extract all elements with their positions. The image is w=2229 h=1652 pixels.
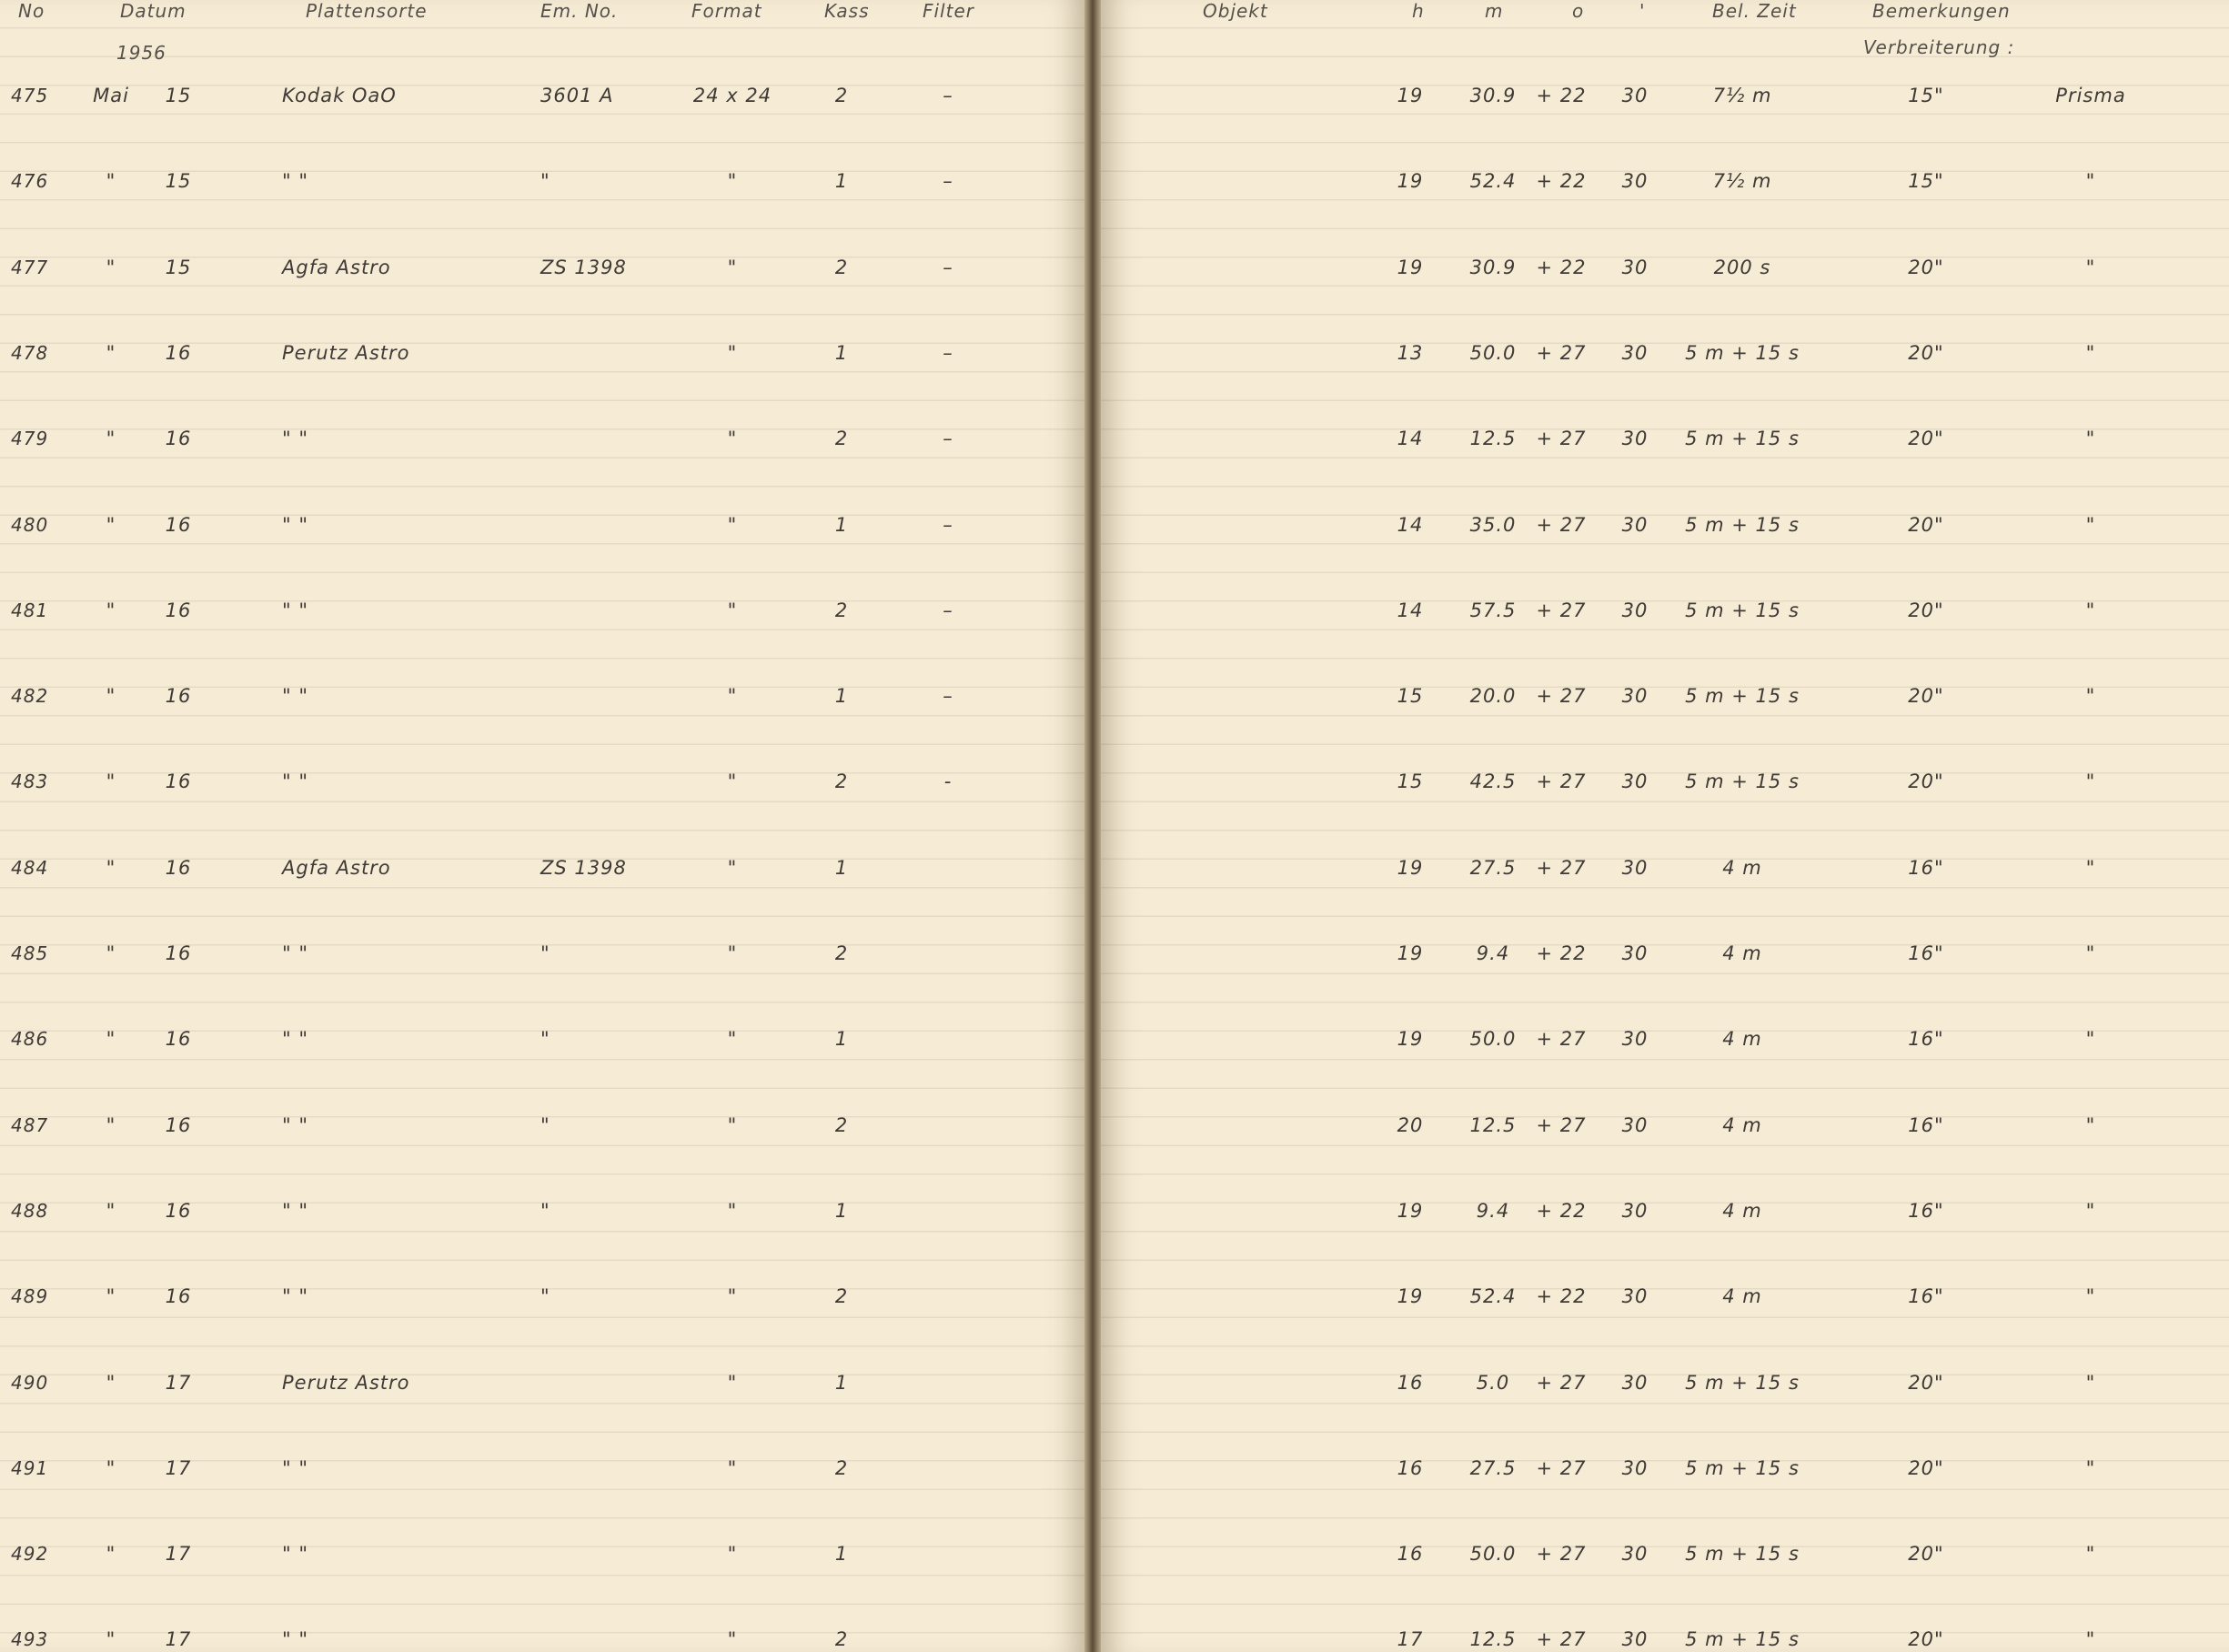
header-filter: Filter [923,0,974,22]
right-min-cell: 30 [1621,1543,1649,1566]
left-day-cell: 16 [165,856,192,879]
left-filter-cell: – [943,685,953,708]
right-exp-cell: 5 m + 15 s [1685,341,1800,364]
right-exp-cell: 5 m + 15 s [1685,428,1800,450]
left-em-cell: " [540,1199,550,1222]
left-kass-cell: 2 [834,428,849,450]
right-h-cell: 16 [1397,1371,1424,1394]
right-dec-cell: + 27 [1536,513,1587,536]
right-h-cell: 20 [1397,1113,1424,1136]
right-exp-cell: 5 m + 15 s [1685,685,1800,708]
right-min-cell: 30 [1621,513,1649,536]
left-no-cell: 486 [11,1028,49,1051]
left-kass-cell: 2 [834,771,849,793]
left-kass-cell: 2 [834,599,849,621]
left-em-cell: " [540,1028,550,1051]
right-note-cell: " [2085,1543,2096,1566]
left-no-cell: 492 [11,1543,49,1566]
right-h-cell: 14 [1397,599,1424,621]
right-min-cell: 30 [1621,1113,1649,1136]
right-min-cell: 30 [1621,85,1649,106]
left-no-cell: 479 [11,428,49,450]
left-em-cell: ZS 1398 [540,256,627,278]
header-verbreiterung: Verbreiterung : [1863,36,2015,58]
left-format-cell: " [727,341,738,364]
right-min-cell: 30 [1621,1371,1649,1394]
left-format-cell: " [727,1028,738,1051]
left-kass-cell: 2 [834,1113,849,1136]
left-kass-cell: 2 [834,942,849,964]
right-m-cell: 42.5 [1469,771,1517,793]
left-no-cell: 483 [11,771,49,793]
right-min-cell: 30 [1621,1028,1649,1051]
left-kass-cell: 1 [834,1028,849,1051]
header-h: h [1412,0,1425,22]
left-plate-cell: " " [282,1543,308,1566]
right-exp-cell: 7½ m [1712,170,1772,193]
left-no-cell: 475 [11,85,49,106]
right-m-cell: 52.4 [1469,1285,1517,1308]
right-dec-cell: + 27 [1536,1456,1587,1479]
left-plate-cell: " " [282,428,308,450]
right-exp-cell: 200 s [1713,256,1771,278]
left-format-cell: " [727,599,738,621]
right-m-cell: 12.5 [1469,428,1517,450]
left-day-cell: 16 [165,685,192,708]
right-width-cell: 20" [1908,513,1944,536]
right-exp-cell: 5 m + 15 s [1685,1628,1800,1651]
left-plate-cell: " " [282,599,308,621]
left-kass-cell: 1 [834,341,849,364]
left-plate-cell: " " [282,771,308,793]
right-note-cell: " [2085,1199,2096,1222]
left-day-cell: 16 [165,513,192,536]
right-m-cell: 50.0 [1469,1028,1517,1051]
left-format-cell: 24 x 24 [692,85,772,106]
right-width-cell: 20" [1908,1371,1944,1394]
right-h-cell: 19 [1397,1028,1424,1051]
left-kass-cell: 2 [834,85,849,106]
left-no-cell: 484 [11,856,49,879]
right-dec-cell: + 22 [1536,1199,1587,1222]
left-filter-cell: - [943,771,953,793]
header-year: 1956 [116,42,166,64]
right-note-cell: " [2085,1028,2096,1051]
right-width-cell: 20" [1908,1543,1944,1566]
left-format-cell: " [727,1456,738,1479]
right-h-cell: 19 [1397,170,1424,193]
right-m-cell: 30.9 [1469,85,1517,106]
left-month-cell: " [106,1028,116,1051]
right-m-cell: 57.5 [1469,599,1517,621]
left-no-cell: 489 [11,1285,49,1308]
left-kass-cell: 2 [834,1628,849,1651]
left-plate-cell: " " [282,513,308,536]
left-no-cell: 491 [11,1456,49,1479]
right-min-cell: 30 [1621,1628,1649,1651]
right-exp-cell: 4 m [1722,1113,1762,1136]
left-day-cell: 17 [165,1371,192,1394]
right-dec-cell: + 27 [1536,1113,1587,1136]
right-h-cell: 19 [1397,1285,1424,1308]
left-plate-cell: Agfa Astro [282,856,391,879]
left-em-cell: " [540,942,550,964]
header-bel-zeit: Bel. Zeit [1712,0,1797,22]
left-plate-cell: " " [282,1199,308,1222]
right-dec-cell: + 22 [1536,1285,1587,1308]
header-format: Format [691,0,762,22]
right-width-cell: 16" [1908,1199,1944,1222]
left-no-cell: 481 [11,599,49,621]
right-width-cell: 15" [1908,170,1944,193]
right-min-cell: 30 [1621,341,1649,364]
header-bemerkungen: Bemerkungen [1872,0,2011,22]
right-min-cell: 30 [1621,942,1649,964]
right-width-cell: 20" [1908,685,1944,708]
right-exp-cell: 5 m + 15 s [1685,513,1800,536]
left-format-cell: " [727,1285,738,1308]
right-m-cell: 30.9 [1469,256,1517,278]
left-format-cell: " [727,256,738,278]
right-exp-cell: 7½ m [1712,85,1772,106]
right-exp-cell: 5 m + 15 s [1685,771,1800,793]
left-kass-cell: 1 [834,1199,849,1222]
left-day-cell: 17 [165,1628,192,1651]
right-note-cell: " [2085,341,2096,364]
right-m-cell: 12.5 [1469,1628,1517,1651]
right-h-cell: 14 [1397,428,1424,450]
left-month-cell: " [106,942,116,964]
left-no-cell: 480 [11,513,49,536]
right-dec-cell: + 27 [1536,341,1587,364]
right-m-cell: 27.5 [1469,856,1517,879]
left-kass-cell: 2 [834,1285,849,1308]
right-exp-cell: 4 m [1722,942,1762,964]
left-em-cell: " [540,170,550,193]
left-plate-cell: " " [282,170,308,193]
left-day-cell: 16 [165,771,192,793]
left-no-cell: 482 [11,685,49,708]
right-note-cell: " [2085,256,2096,278]
right-note-cell: " [2085,856,2096,879]
right-note-cell: " [2085,170,2096,193]
right-dec-cell: + 27 [1536,771,1587,793]
right-m-cell: 35.0 [1469,513,1517,536]
left-no-cell: 478 [11,341,49,364]
left-em-cell: ZS 1398 [540,856,627,879]
right-m-cell: 5.0 [1476,1371,1510,1394]
left-format-cell: " [727,1628,738,1651]
left-format-cell: " [727,428,738,450]
right-m-cell: 9.4 [1476,1199,1510,1222]
right-exp-cell: 5 m + 15 s [1685,1371,1800,1394]
left-month-cell: " [106,341,116,364]
left-day-cell: 16 [165,599,192,621]
left-day-cell: 16 [165,428,192,450]
left-month-cell: " [106,1628,116,1651]
left-day-cell: 16 [165,942,192,964]
right-m-cell: 50.0 [1469,1543,1517,1566]
right-m-cell: 50.0 [1469,341,1517,364]
right-note-cell: " [2085,771,2096,793]
left-month-cell: " [106,1543,116,1566]
header-kass: Kass [824,0,870,22]
left-filter-cell: – [943,85,953,106]
left-format-cell: " [727,1199,738,1222]
right-dec-cell: + 27 [1536,685,1587,708]
left-day-cell: 16 [165,341,192,364]
right-width-cell: 20" [1908,428,1944,450]
left-plate-cell: " " [282,1113,308,1136]
left-plate-cell: " " [282,1456,308,1479]
right-page [1101,0,2229,1652]
left-kass-cell: 1 [834,170,849,193]
left-plate-cell: Kodak OaO [282,85,397,106]
right-h-cell: 14 [1397,513,1424,536]
left-em-cell: " [540,1285,550,1308]
right-m-cell: 27.5 [1469,1456,1517,1479]
right-exp-cell: 4 m [1722,1199,1762,1222]
left-plate-cell: " " [282,1628,308,1651]
right-exp-cell: 5 m + 15 s [1685,1456,1800,1479]
left-month-cell: Mai [93,85,129,106]
right-note-cell: " [2085,513,2096,536]
left-plate-cell: " " [282,942,308,964]
right-exp-cell: 5 m + 15 s [1685,599,1800,621]
left-day-cell: 16 [165,1199,192,1222]
left-day-cell: 16 [165,1028,192,1051]
left-month-cell: " [106,170,116,193]
left-format-cell: " [727,856,738,879]
left-format-cell: " [727,513,738,536]
right-h-cell: 15 [1397,771,1424,793]
right-width-cell: 20" [1908,1628,1944,1651]
right-note-cell: " [2085,1628,2096,1651]
right-m-cell: 52.4 [1469,170,1517,193]
right-min-cell: 30 [1621,856,1649,879]
left-no-cell: 485 [11,942,49,964]
left-filter-cell: – [943,341,953,364]
left-day-cell: 15 [165,85,192,106]
left-kass-cell: 1 [834,685,849,708]
left-kass-cell: 2 [834,256,849,278]
left-no-cell: 487 [11,1113,49,1136]
right-h-cell: 19 [1397,256,1424,278]
left-kass-cell: 1 [834,1371,849,1394]
left-plate-cell: " " [282,1285,308,1308]
left-no-cell: 493 [11,1628,49,1651]
right-width-cell: 16" [1908,1113,1944,1136]
left-no-cell: 476 [11,170,49,193]
right-note-cell: " [2085,428,2096,450]
right-exp-cell: 4 m [1722,856,1762,879]
right-h-cell: 19 [1397,942,1424,964]
left-month-cell: " [106,1113,116,1136]
left-plate-cell: Perutz Astro [282,1371,410,1394]
right-dec-cell: + 27 [1536,1028,1587,1051]
left-plate-cell: Agfa Astro [282,256,391,278]
left-month-cell: " [106,771,116,793]
right-dec-cell: + 27 [1536,1628,1587,1651]
left-plate-cell: " " [282,685,308,708]
left-day-cell: 15 [165,170,192,193]
right-m-cell: 20.0 [1469,685,1517,708]
right-dec-cell: + 27 [1536,1543,1587,1566]
right-note-cell: " [2085,1371,2096,1394]
right-width-cell: 15" [1908,85,1944,106]
right-h-cell: 19 [1397,856,1424,879]
left-kass-cell: 2 [834,1456,849,1479]
left-filter-cell: – [943,599,953,621]
right-note-cell: " [2085,1113,2096,1136]
left-kass-cell: 1 [834,1543,849,1566]
right-exp-cell: 5 m + 15 s [1685,1543,1800,1566]
left-month-cell: " [106,1371,116,1394]
left-day-cell: 16 [165,1285,192,1308]
right-h-cell: 15 [1397,685,1424,708]
right-h-cell: 16 [1397,1543,1424,1566]
left-em-cell: " [540,1113,550,1136]
header-min: ' [1639,0,1646,22]
header-plattensorte: Plattensorte [306,0,428,22]
left-format-cell: " [727,771,738,793]
right-width-cell: 20" [1908,256,1944,278]
left-month-cell: " [106,1285,116,1308]
right-h-cell: 13 [1397,341,1424,364]
right-dec-cell: + 27 [1536,599,1587,621]
right-dec-cell: + 22 [1536,170,1587,193]
left-month-cell: " [106,428,116,450]
right-dec-cell: + 22 [1536,256,1587,278]
header-m: m [1485,0,1504,22]
left-filter-cell: – [943,256,953,278]
right-width-cell: 20" [1908,1456,1944,1479]
right-m-cell: 9.4 [1476,942,1510,964]
left-plate-cell: " " [282,1028,308,1051]
right-width-cell: 20" [1908,341,1944,364]
header-no: No [18,0,45,22]
right-min-cell: 30 [1621,170,1649,193]
left-format-cell: " [727,942,738,964]
right-note-cell: " [2085,1285,2096,1308]
left-format-cell: " [727,685,738,708]
left-em-cell: 3601 A [540,85,614,106]
right-min-cell: 30 [1621,428,1649,450]
left-format-cell: " [727,170,738,193]
right-min-cell: 30 [1621,771,1649,793]
right-dec-cell: + 27 [1536,856,1587,879]
right-h-cell: 19 [1397,1199,1424,1222]
left-filter-cell: – [943,428,953,450]
left-day-cell: 16 [165,1113,192,1136]
left-filter-cell: – [943,170,953,193]
left-format-cell: " [727,1371,738,1394]
right-dec-cell: + 27 [1536,428,1587,450]
right-width-cell: 16" [1908,942,1944,964]
left-day-cell: 17 [165,1543,192,1566]
right-width-cell: 20" [1908,771,1944,793]
right-dec-cell: + 27 [1536,1371,1587,1394]
right-width-cell: 16" [1908,1285,1944,1308]
book-gutter [1084,0,1101,1652]
left-month-cell: " [106,856,116,879]
left-kass-cell: 1 [834,856,849,879]
right-width-cell: 16" [1908,1028,1944,1051]
right-min-cell: 30 [1621,256,1649,278]
right-dec-cell: + 22 [1536,942,1587,964]
right-width-cell: 16" [1908,856,1944,879]
right-exp-cell: 4 m [1722,1028,1762,1051]
right-note-cell: " [2085,599,2096,621]
header-em-no: Em. No. [540,0,619,22]
right-note-cell: Prisma [2055,85,2126,106]
header-datum: Datum [120,0,187,22]
right-min-cell: 30 [1621,1285,1649,1308]
left-month-cell: " [106,513,116,536]
left-no-cell: 477 [11,256,49,278]
right-min-cell: 30 [1621,1199,1649,1222]
right-min-cell: 30 [1621,685,1649,708]
left-plate-cell: Perutz Astro [282,341,410,364]
right-min-cell: 30 [1621,1456,1649,1479]
left-month-cell: " [106,685,116,708]
right-width-cell: 20" [1908,599,1944,621]
right-min-cell: 30 [1621,599,1649,621]
right-dec-cell: + 22 [1536,85,1587,106]
left-format-cell: " [727,1543,738,1566]
left-no-cell: 490 [11,1371,49,1394]
left-month-cell: " [106,1199,116,1222]
left-format-cell: " [727,1113,738,1136]
left-month-cell: " [106,1456,116,1479]
header-deg: o [1572,0,1585,22]
left-day-cell: 15 [165,256,192,278]
right-note-cell: " [2085,685,2096,708]
left-page [0,0,1084,1652]
right-h-cell: 17 [1397,1628,1424,1651]
left-filter-cell: – [943,513,953,536]
right-exp-cell: 4 m [1722,1285,1762,1308]
left-no-cell: 488 [11,1199,49,1222]
right-m-cell: 12.5 [1469,1113,1517,1136]
right-note-cell: " [2085,1456,2096,1479]
header-objekt: Objekt [1203,0,1268,22]
left-kass-cell: 1 [834,513,849,536]
left-month-cell: " [106,599,116,621]
right-note-cell: " [2085,942,2096,964]
right-h-cell: 16 [1397,1456,1424,1479]
right-h-cell: 19 [1397,85,1424,106]
left-day-cell: 17 [165,1456,192,1479]
left-month-cell: " [106,256,116,278]
